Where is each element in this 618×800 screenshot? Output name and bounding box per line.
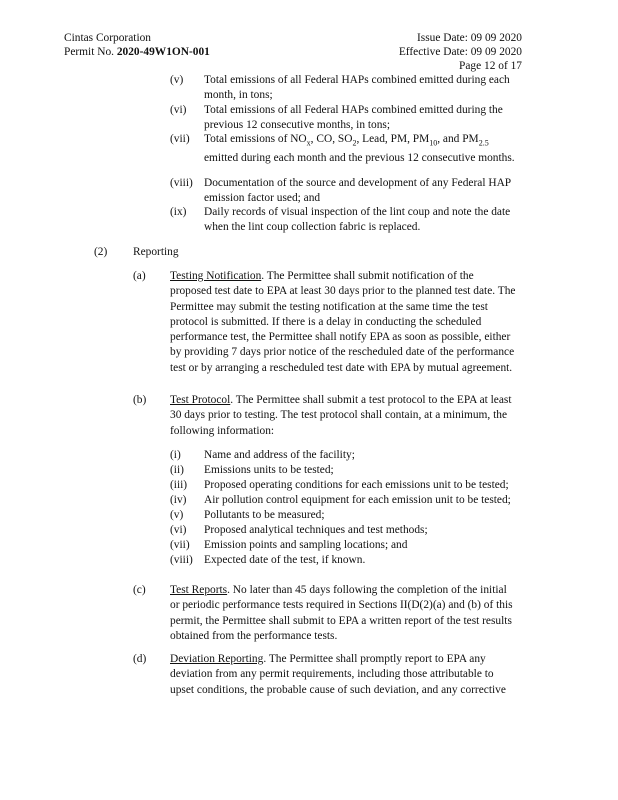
text-part: Total emissions of NO: [204, 133, 307, 145]
protocol-item-number: (i): [170, 449, 181, 461]
page-number: Page 12 of 17: [459, 60, 522, 72]
paragraph-text: [170, 583, 516, 644]
records-item-number: (vi): [170, 104, 187, 116]
paragraph-body: . No later than 45 days following the completion of the initial or periodic performance tests required in Sections II(D(2)(a) and (b) of this permit, the Permittee shall submit to EPA a written report of the test results obtained from the performance tests.: [170, 584, 513, 642]
records-item-text: [204, 132, 520, 166]
paragraph-text: [170, 652, 516, 698]
subscript: x: [306, 138, 311, 148]
paragraph-number: (b): [133, 394, 147, 406]
text-part: , CO, SO: [310, 133, 353, 145]
header-right: [399, 31, 522, 73]
paragraph-title: Test Reports: [170, 584, 228, 596]
protocol-item-number: (iv): [170, 494, 187, 506]
protocol-item-text: Pollutants to be measured;: [204, 509, 325, 521]
issue-date: Issue Date: 09 09 2020: [416, 32, 522, 44]
protocol-item-number: (vi): [170, 524, 187, 536]
paragraph-number: (a): [133, 270, 146, 282]
records-item-text: Total emissions of all Federal HAPs combined emitted during each month, in tons;: [204, 74, 510, 102]
protocol-item-number: (viii): [170, 554, 193, 566]
protocol-item-text: Expected date of the test, if known.: [204, 554, 366, 566]
header-left: [64, 31, 210, 59]
permit-line: [64, 45, 210, 59]
records-item-number: (v): [170, 74, 184, 86]
protocol-item-text: Proposed analytical techniques and test methods;: [204, 524, 428, 536]
records-item-text: Daily records of visual inspection of the lint coup and note the date when the lint coup collection fabric is replaced.: [204, 206, 511, 234]
records-item-number: (ix): [170, 206, 187, 218]
protocol-item-text: Emission points and sampling locations; and: [204, 539, 408, 551]
text-part: , Lead, PM, PM: [356, 133, 430, 145]
records-item-text: Documentation of the source and development of any Federal HAP emission factor used; and: [204, 177, 511, 205]
text-part: emitted during each month and the previous 12 consecutive months.: [204, 151, 515, 164]
paragraph-number: (c): [133, 584, 146, 596]
subscript: 2.5: [478, 138, 489, 148]
protocol-item-text: Emissions units to be tested;: [204, 464, 334, 476]
paragraph-text: [170, 269, 516, 376]
paragraph-body: . The Permittee shall submit a test protocol to the EPA at least 30 days prior to testing. The test protocol shall contain, at a minimum, the following information:: [170, 394, 512, 437]
records-item-number: (vii): [170, 133, 190, 145]
paragraph-title: Test Protocol: [170, 394, 231, 406]
paragraph-number: (d): [133, 653, 147, 665]
text-part: , and PM: [437, 133, 479, 145]
subscript: 2: [352, 138, 357, 148]
permit-number: 2020-49W1ON-001: [116, 46, 210, 58]
section-number: (2): [94, 246, 108, 258]
paragraph-title: Deviation Reporting: [170, 653, 264, 665]
permit-label: Permit No.: [64, 46, 117, 58]
paragraph-body: . The Permittee shall promptly report to EPA any deviation from any permit requirements, including those attributable to upset conditions, the probable cause of such deviation, and any corrective: [170, 653, 506, 696]
protocol-item-text: Air pollution control equipment for each emission unit to be tested;: [204, 494, 511, 506]
effective-date: Effective Date: 09 09 2020: [398, 46, 522, 58]
paragraph-body: . The Permittee shall submit notification of the proposed test date to EPA at least 30 days prior to the planned test date. The Permittee may submit the testing notification at the same time the test protocol is submitted. If there is a delay in conducting the scheduled performance test, the Permittee shall notify EPA as soon as possible, either by providing 7 days prior notice of the rescheduled date of the performance test or by arranging a rescheduled test date with EPA by mutual agreement.: [170, 270, 516, 374]
protocol-item-number: (vii): [170, 539, 190, 551]
paragraph-text: [170, 393, 516, 439]
subscript: 10: [429, 138, 438, 148]
company-name: Cintas Corporation: [64, 32, 152, 44]
records-item-text: Total emissions of all Federal HAPs combined emitted during the previous 12 consecutive months, in tons;: [204, 104, 503, 132]
records-item-number: (viii): [170, 177, 193, 189]
paragraph-title: Testing Notification: [170, 270, 262, 282]
protocol-item-text: Name and address of the facility;: [204, 449, 355, 461]
protocol-item-number: (iii): [170, 479, 188, 491]
section-title: Reporting: [133, 246, 179, 258]
protocol-item-number: (ii): [170, 464, 184, 476]
protocol-item-text: Proposed operating conditions for each emissions unit to be tested;: [204, 479, 509, 491]
protocol-item-number: (v): [170, 509, 184, 521]
